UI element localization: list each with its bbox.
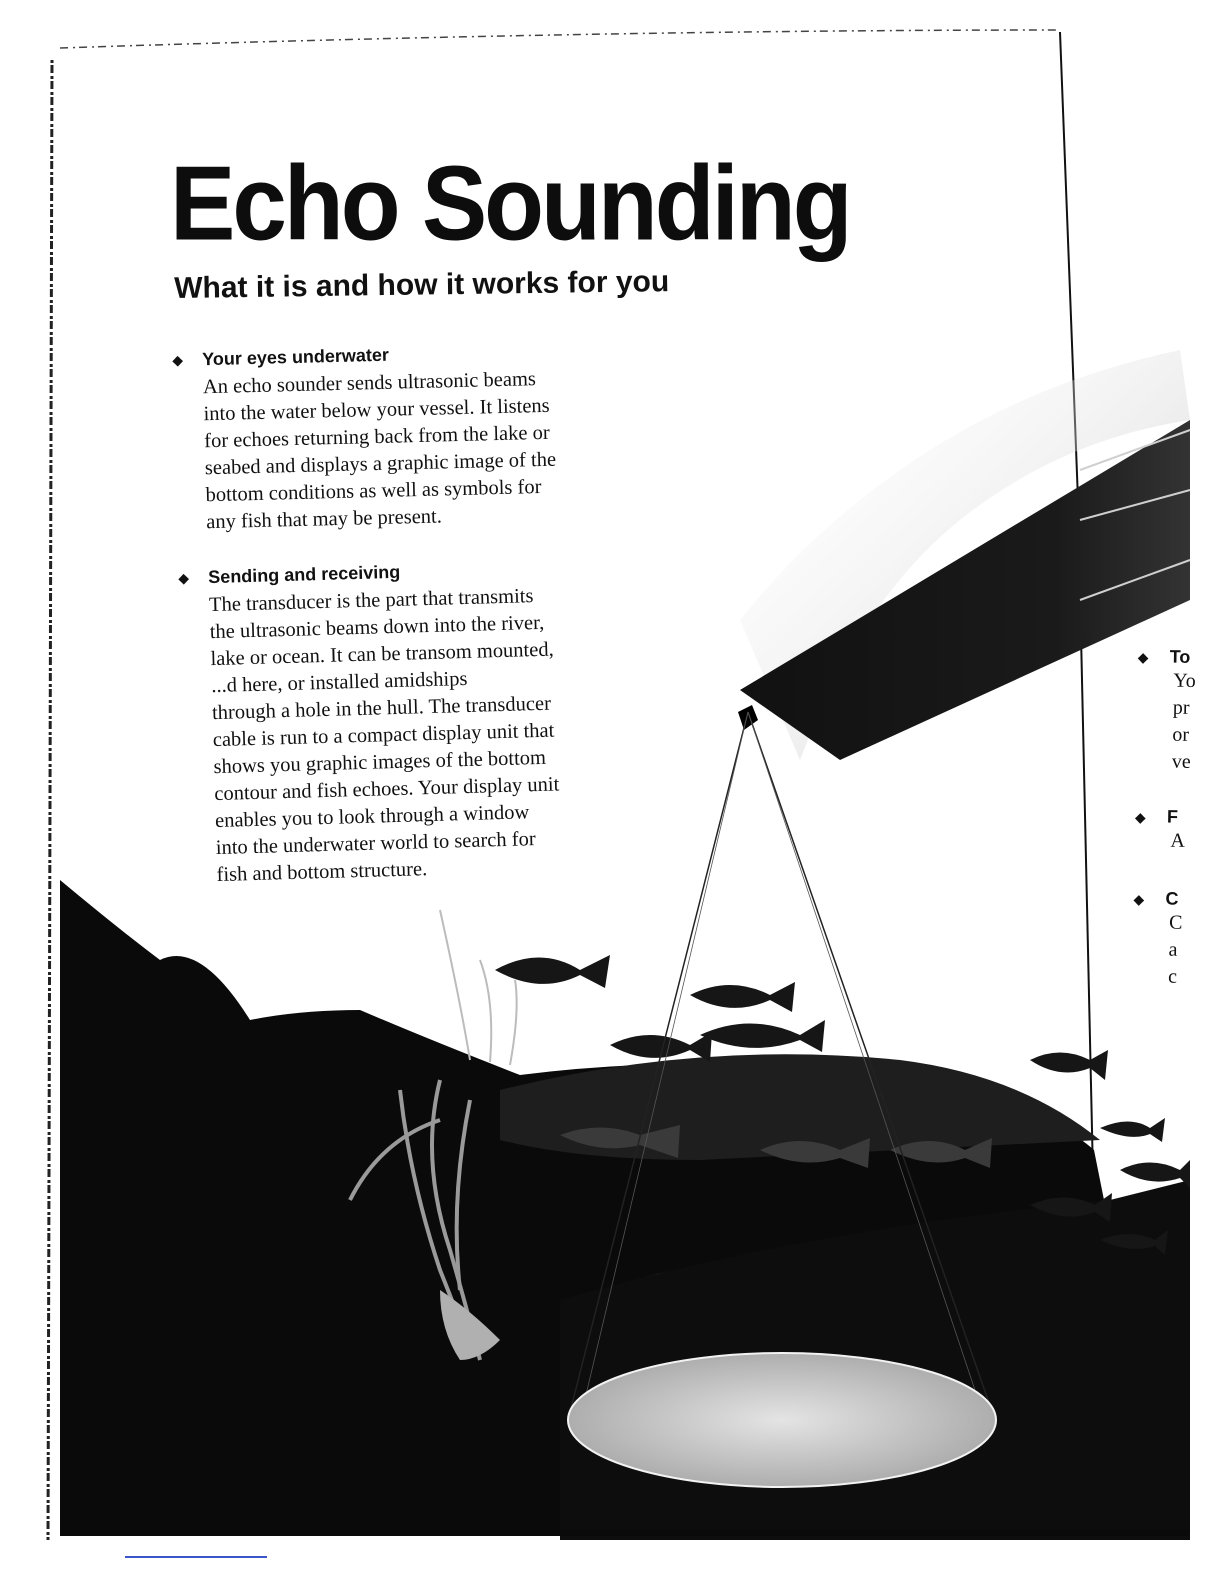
clipped-next-page-column — [1131, 640, 1198, 1021]
text-line: fish and bottom structure. — [216, 858, 428, 887]
blue-underline-mark — [125, 1556, 267, 1558]
clipped-line: Yo — [1173, 669, 1196, 693]
page-top-edge — [60, 30, 1060, 48]
section-heading: Sending and receiving — [207, 561, 401, 588]
bullet-diamond-icon: ◆ — [1134, 809, 1146, 827]
clipped-heading: C — [1165, 888, 1179, 909]
bullet-diamond-icon: ◆ — [178, 570, 190, 587]
text-line: An echo sounder sends ultrasonic beams — [202, 368, 537, 399]
text-line: ...d here, or installed amidships — [211, 667, 468, 698]
section-body — [203, 365, 577, 536]
text-line: cable is run to a compact display unit that — [212, 719, 555, 752]
transducer-icon — [738, 705, 758, 730]
seabed-sonar-spot — [568, 1353, 996, 1487]
clipped-line: pr — [1172, 696, 1190, 719]
text-line: for echoes returning back from the lake or — [203, 421, 550, 453]
bullet-diamond-icon: ◆ — [1133, 891, 1145, 909]
text-line: bottom conditions as well as symbols for — [205, 476, 542, 507]
clipped-section — [1134, 806, 1185, 855]
text-line: into the underwater world to search for — [215, 828, 536, 860]
page-left-edge — [48, 60, 52, 1540]
clipped-section — [1132, 888, 1183, 991]
page-subtitle: What it is and how it works for you — [174, 265, 670, 305]
bullet-diamond-icon: ◆ — [172, 352, 184, 369]
bottom-edge-shadow — [60, 1530, 1190, 1536]
text-line: any fish that may be present. — [205, 505, 443, 534]
clipped-line: A — [1170, 829, 1186, 852]
grass-tufts — [440, 910, 517, 1065]
text-line: seabed and displays a graphic image of the — [204, 448, 557, 480]
page-title: Echo Sounding — [170, 143, 850, 263]
bullet-diamond-icon: ◆ — [1137, 649, 1149, 667]
text-line: through a hole in the hull. The transducer — [211, 692, 552, 725]
clipped-section — [1136, 646, 1197, 776]
text-line: shows you graphic images of the bottom — [213, 746, 547, 779]
clipped-line: or — [1172, 723, 1190, 746]
text-line: enables you to look through a window — [214, 801, 530, 833]
clipped-line: a — [1168, 938, 1178, 961]
section-heading: Your eyes underwater — [201, 344, 390, 370]
text-line: lake or ocean. It can be transom mounted, — [210, 638, 554, 671]
clipped-line: C — [1168, 911, 1183, 934]
clipped-heading: To — [1169, 646, 1191, 667]
clipped-line: ve — [1171, 750, 1191, 773]
text-line: the ultrasonic beams down into the river, — [209, 611, 545, 644]
clipped-line: c — [1167, 965, 1178, 988]
clipped-heading: F — [1166, 806, 1179, 827]
section-body — [209, 582, 587, 889]
text-line: contour and fish echoes. Your display unit — [214, 773, 560, 806]
text-line: The transducer is the part that transmits — [208, 585, 534, 617]
text-line: into the water below your vessel. It listens — [203, 394, 550, 426]
section-sending-and-receiving — [178, 557, 587, 890]
section-your-eyes-underwater — [172, 340, 576, 537]
